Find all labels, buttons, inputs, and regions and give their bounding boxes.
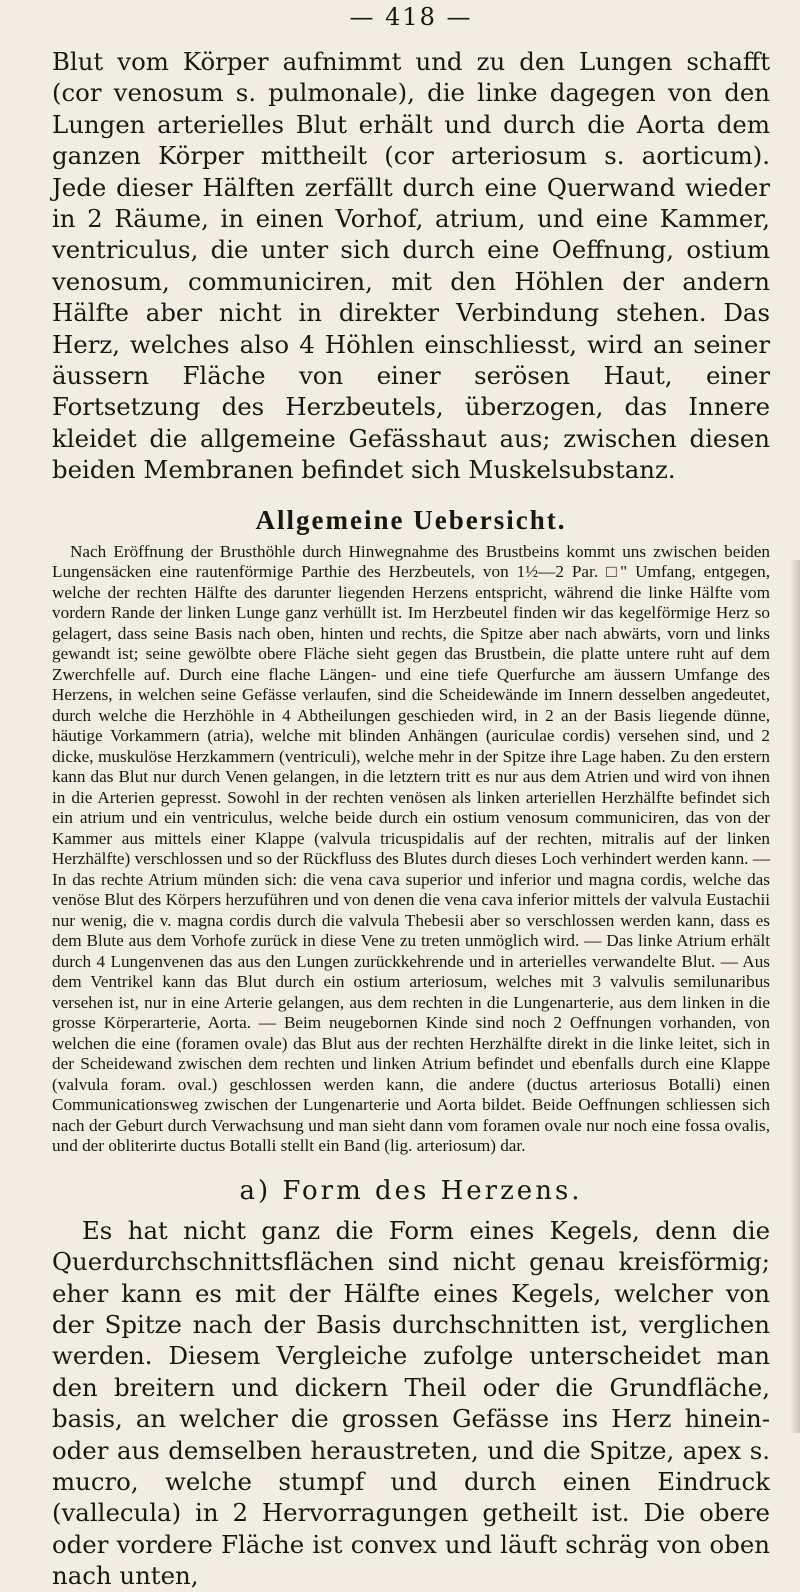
page-number: — 418 — (349, 3, 473, 31)
subsection-heading: a) Form des Herzens. (239, 1175, 583, 1206)
intro-paragraph: Blut vom Körper aufnimmt und zu den Lungen schafft (cor venosum s. pulmonale), die linke dagegen von den Lungen arterielles Blut erhält und durch die Aorta dem ganzen Körper mittheilt (cor arteriosum s. aorticum). Jede dieser Hälften zerfällt durch eine Querwand wieder in 2 Räume, in einen Vorhof, atrium, und eine Kammer, ventriculus, die unter sich durch eine Oeffnung, ostium venosum, communiciren, mit den Höhlen der andern Hälfte aber nicht in direkter Verbindung stehen. Das Herz, welches also 4 Höhlen einschliesst, wird an seiner äussern Fläche von einer serösen Haut, einer Fortsetzung des Herzbeutels, überzogen, das Innere kleidet die allgemeine Gefässhaut aus; zwischen diesen beiden Membranen befindet sich Muskelsubstanz. (52, 47, 770, 485)
page-edge-shadow (790, 560, 800, 1433)
form-paragraph: Es hat nicht ganz die Form eines Kegels, denn die Querdurchschnittsflächen sind nicht genau kreisförmig; eher kann es mit der Hälfte eines Kegels, welcher von der Spitze nach der Basis durchschnitten ist, verglichen werden. Diesem Vergleiche zufolge unterscheidet man den breitern und dickern Theil oder die Grundfläche, basis, an welcher die grossen Gefässe ins Herz hinein- oder aus demselben heraustreten, und die Spitze, apex s. mucro, welche stumpf und durch einen Eindruck (vallecula) in 2 Hervorragungen getheilt ist. Die obere oder vordere Fläche ist convex und läuft schräg von oben nach unten, (52, 1215, 770, 1591)
section-heading: Allgemeine Uebersicht. (255, 504, 567, 535)
overview-paragraph: Nach Eröffnung der Brusthöhle durch Hinwegnahme des Brustbeins kommt uns zwischen beiden Lungensäcken eine rautenförmige Parthie des Herzbeutels, von 1½—2 Par. □" Umfang, entgegen, welche der rechten Hälfte des darunter liegenden Herzens entspricht, während die linke Hälfte vom vordern Rande der linken Lunge ganz verhüllt ist. Im Herzbeutel finden wir das kegelförmige Herz so gelagert, dass seine Basis nach oben, hinten und rechts, die Spitze aber nach abwärts, vorn und links gewandt ist; seine gewölbte obere Fläche sieht gegen das Brustbein, die platte untere ruht auf dem Zwerchfelle auf. Durch eine flache Längen- und eine tiefe Querfurche am äussern Umfange des Herzens, in welchen seine Gefässe verlaufen, sind die Scheidewände im Innern desselben angedeutet, durch welche die Herzhöhle in 4 Abtheilungen geschieden wird, in 2 an der Basis liegende dünne, häutige Vorkammern (atria), welche mit blinden Anhängen (auriculae cordis) versehen sind, und 2 dicke, muskulöse Herzkammern (ventriculi), welche mehr in der Spitze ihre Lage haben. Zu den erstern kann das Blut nur durch Venen gelangen, in die letztern tritt es nur aus dem Atrien und wird von ihnen in die Arterien gepresst. Sowohl in der rechten venösen als linken arteriellen Herzhälfte befindet sich ein atrium und ein ventriculus, welche beide durch ein ostium venosum communiciren, das von der Kammer aus mittels einer Klappe (valvula tricuspidalis auf der rechten, mitralis auf der linken Herzhälfte) verschlossen und so der Rückfluss des Blutes durch dieses Loch verhindert werden kann. — In das rechte Atrium münden sich: die vena cava superior und inferior und magna cordis, welche das venöse Blut des Körpers herzuführen und von denen die vena cava inferior mittels der valvula Eustachii nur wenig, die v. magna cordis durch die valvula Thebesii aber so verschlossen werden kann, dass es dem Blute aus dem Vorhofe zurück in diese Vene zu treten unmöglich wird. — Das linke Atrium erhält durch 4 Lungenvenen das aus den Lungen zurückkehrende und in arterielles verwandelte Blut. — Aus dem Ventrikel kann das Blut durch ein ostium arteriosum, welches mit 3 valvulis semilunaribus versehen ist, nur in eine Arterie gelangen, aus dem rechten in die Lungenarterie, aus dem linken in die grosse Körperarterie, Aorta. — Beim neugebornen Kinde sind noch 2 Oeffnungen vorhanden, von welchen die eine (foramen ovale) das Blut aus der rechten Herzhälfte direkt in die linke leitet, sich in der Scheidewand zwischen dem rechten und linken Atrium befindet und ebenfalls durch eine Klappe (valvula foram. oval.) geschlossen werden kann, die andere (ductus arteriosus Botalli) einen Communicationsweg zwischen der Lungenarterie und Aorta bildet. Beide Oeffnungen schliessen sich nach der Geburt durch Verwachsung und man sieht dann vom foramen ovale nur noch eine fossa ovalis, und der obliterirte ductus Botalli stellt ein Band (lig. arteriosum) dar. (52, 541, 770, 1156)
